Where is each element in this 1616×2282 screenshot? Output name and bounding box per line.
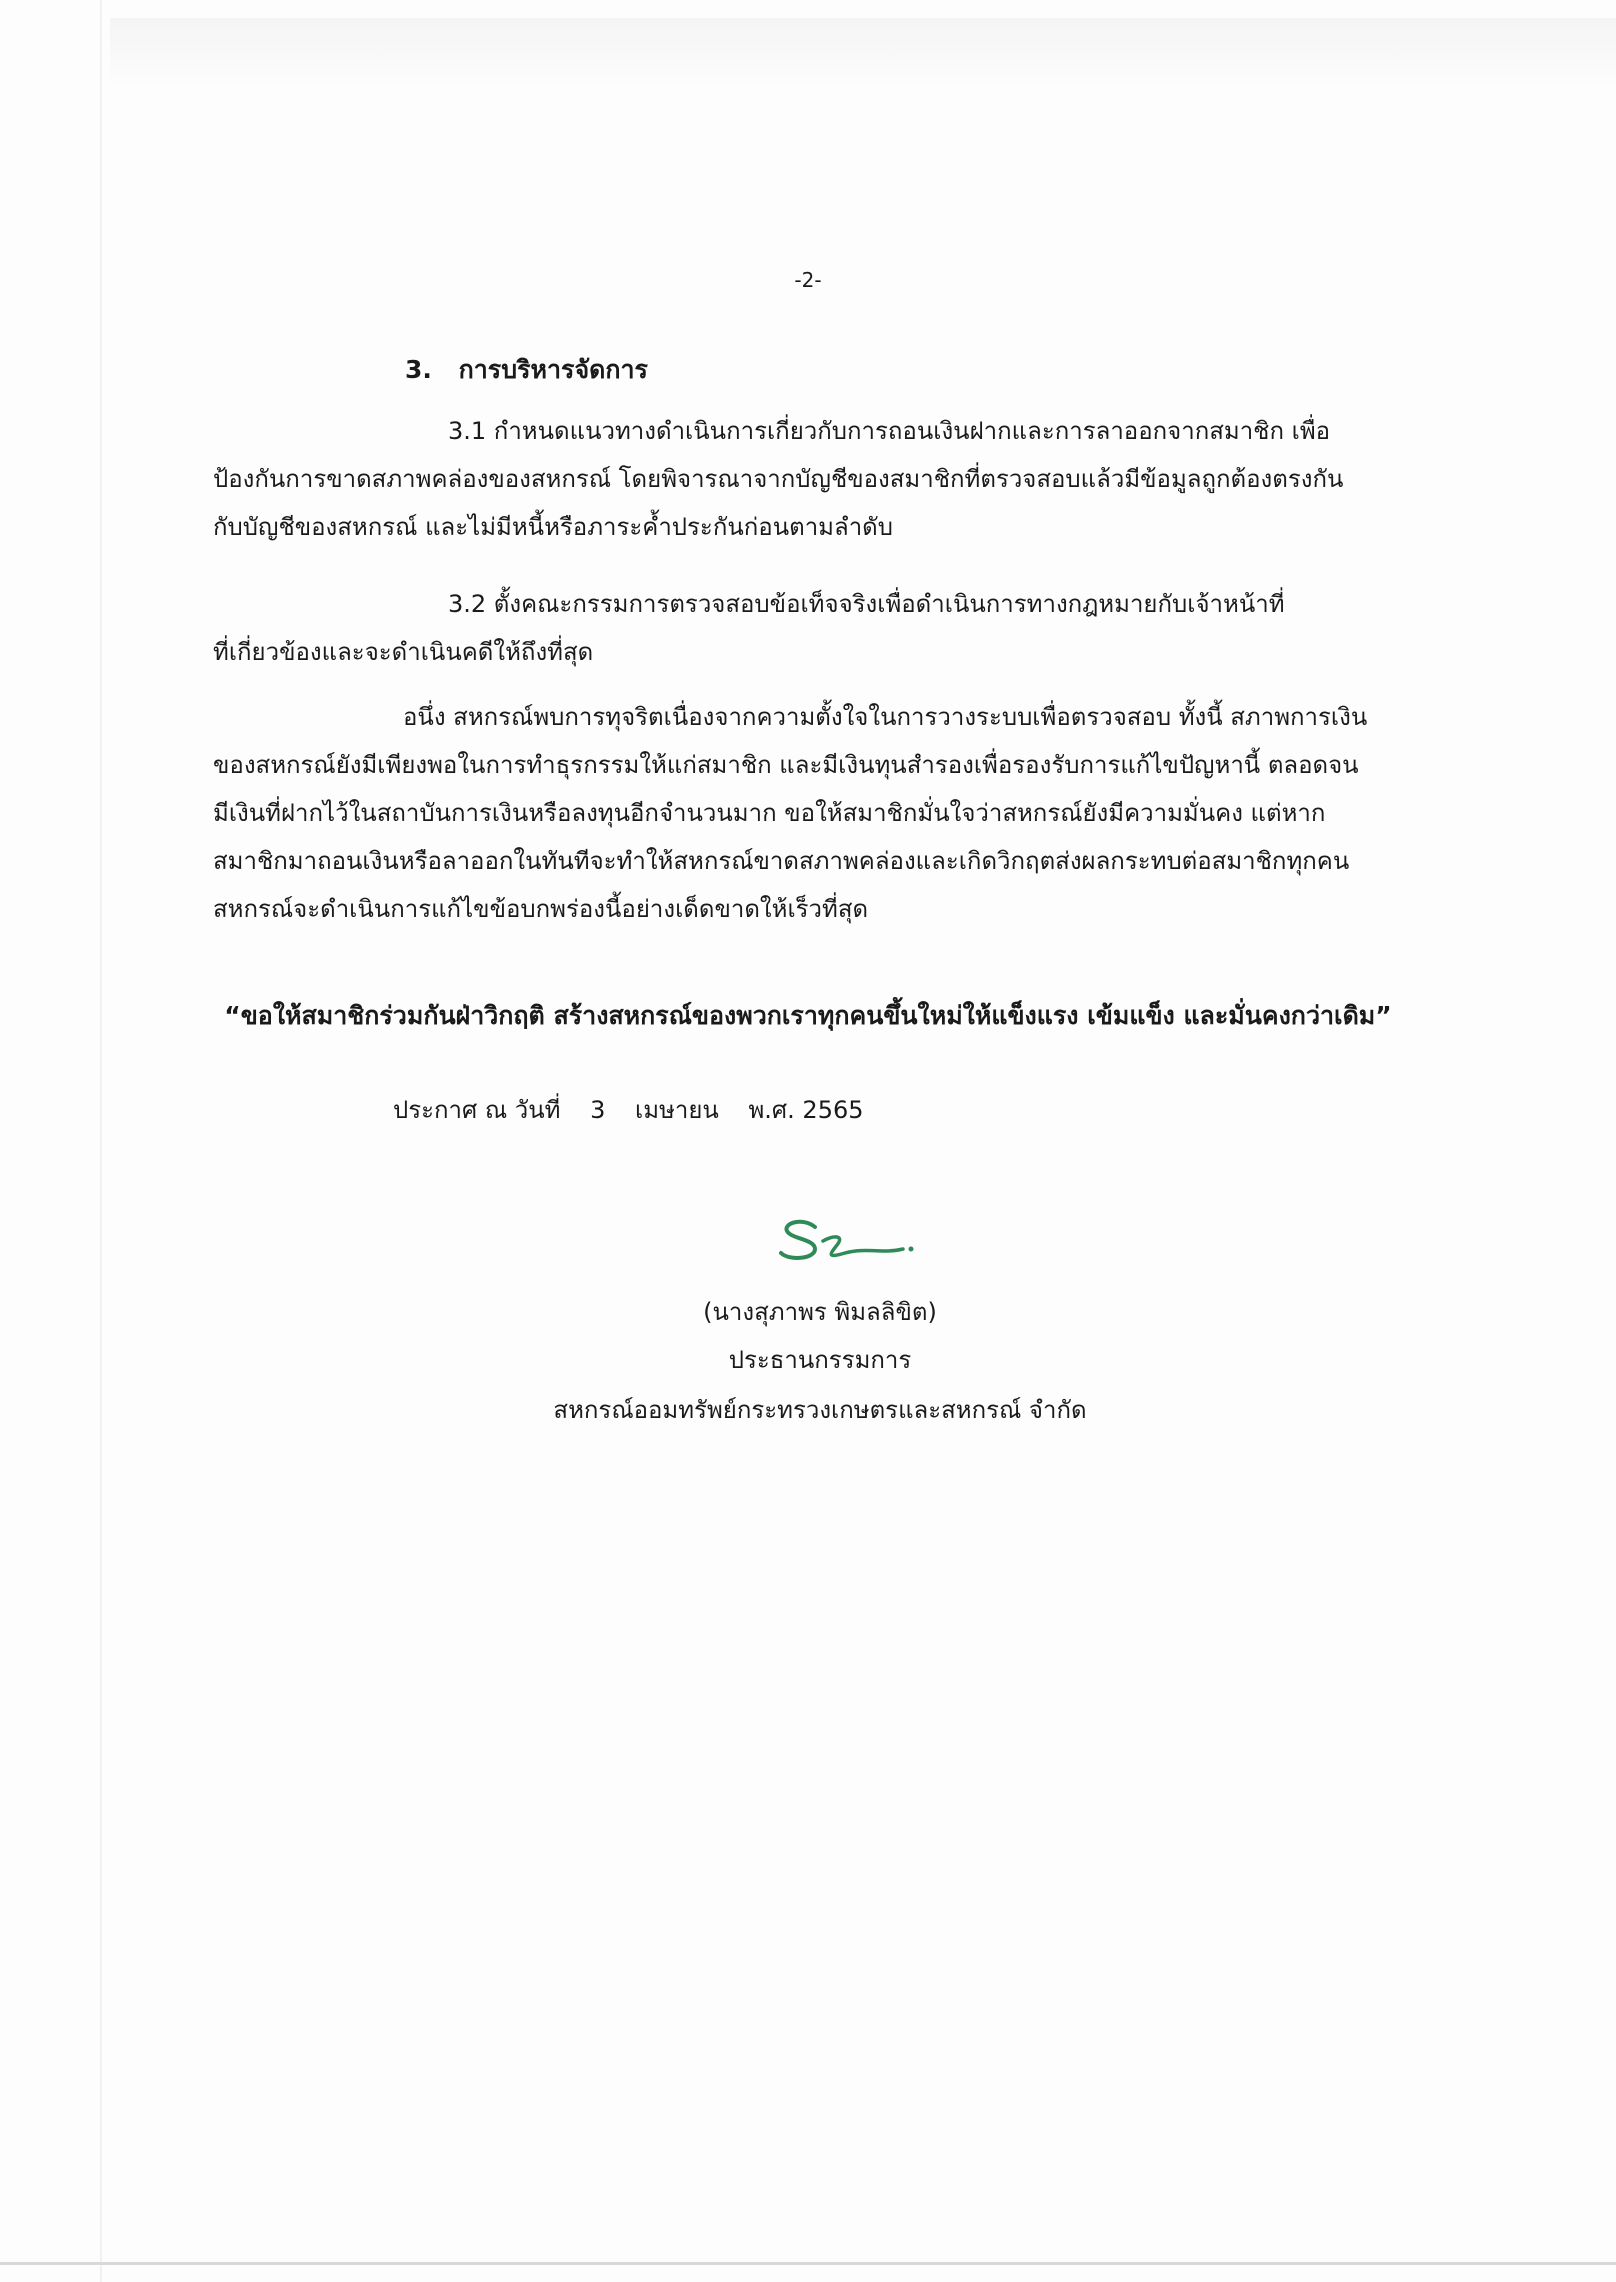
slogan: “ขอให้สมาชิกร่วมกันฝ่าวิกฤติ สร้างสหกรณ์ของพวกเราทุกคนขึ้นใหม่ให้แข็งแรง เข้มแข็ง และมั่นคงกว่าเดิม”: [224, 1001, 1392, 1030]
announcement-date: [393, 1090, 886, 1129]
paragraph-line: ของสหกรณ์ยังมีเพียงพอในการทำธุรกรรมให้แก่สมาชิก และมีเงินทุนสำรองเพื่อรองรับการแก้ไขปัญหานี้ ตลอดจน: [213, 751, 1359, 779]
announcement-year: พ.ศ. 2565: [748, 1096, 864, 1124]
section-heading: [405, 350, 648, 390]
paragraph-3-1: [213, 407, 1430, 551]
paragraph-line: 3.1 กำหนดแนวทางดำเนินการเกี่ยวกับการถอนเงินฝากและการลาออกจากสมาชิก เพื่อ: [448, 417, 1331, 445]
scan-shadow-left: [100, 0, 102, 2282]
paragraph-line: ที่เกี่ยวข้องและจะดำเนินคดีให้ถึงที่สุด: [213, 638, 594, 666]
announcement-month: เมษายน: [635, 1096, 719, 1124]
scan-shadow-top: [110, 18, 1616, 88]
signer-position: ประธานกรรมการ: [728, 1346, 912, 1374]
section-number: 3.: [405, 355, 432, 384]
handwritten-signature: [775, 1205, 955, 1275]
announcement-day: 3: [590, 1096, 606, 1124]
page-number: -2-: [794, 268, 822, 292]
paragraph-line: ป้องกันการขาดสภาพคล่องของสหกรณ์ โดยพิจารณาจากบัญชีของสมาชิกที่ตรวจสอบแล้วมีข้อมูลถูกต้องตรงกัน: [213, 465, 1344, 493]
paragraph-note: [213, 693, 1430, 933]
signer-organization: สหกรณ์ออมทรัพย์กระทรวงเกษตรและสหกรณ์ จำกัด: [553, 1396, 1087, 1424]
paragraph-line: สหกรณ์จะดำเนินการแก้ไขข้อบกพร่องนี้อย่างเด็ดขาดให้เร็วที่สุด: [213, 895, 869, 923]
paragraph-line: มีเงินที่ฝากไว้ในสถาบันการเงินหรือลงทุนอีกจำนวนมาก ขอให้สมาชิกมั่นใจว่าสหกรณ์ยังมีความมั่นคง แต่หาก: [213, 799, 1326, 827]
paragraph-line: กับบัญชีของสหกรณ์ และไม่มีหนี้หรือภาระค้ำประกันก่อนตามลำดับ: [213, 513, 893, 541]
scan-edge-bottom: [0, 2262, 1616, 2265]
paragraph-line: อนึ่ง สหกรณ์พบการทุจริตเนื่องจากความตั้งใจในการวางระบบเพื่อตรวจสอบ ทั้งนี้ สภาพการเงิน: [403, 703, 1368, 731]
paragraph-3-2: [213, 580, 1430, 676]
announcement-prefix: ประกาศ ณ วันที่: [393, 1096, 561, 1124]
paragraph-line: สมาชิกมาถอนเงินหรือลาออกในทันทีจะทำให้สหกรณ์ขาดสภาพคล่องและเกิดวิกฤตส่งผลกระทบต่อสมาชิกทุกคน: [213, 847, 1350, 875]
paragraph-line: 3.2 ตั้งคณะกรรมการตรวจสอบข้อเท็จจริงเพื่อดำเนินการทางกฎหมายกับเจ้าหน้าที่: [448, 590, 1285, 618]
signer-name: (นางสุภาพร พิมลลิขิต): [703, 1298, 937, 1326]
section-title: การบริหารจัดการ: [458, 355, 648, 384]
